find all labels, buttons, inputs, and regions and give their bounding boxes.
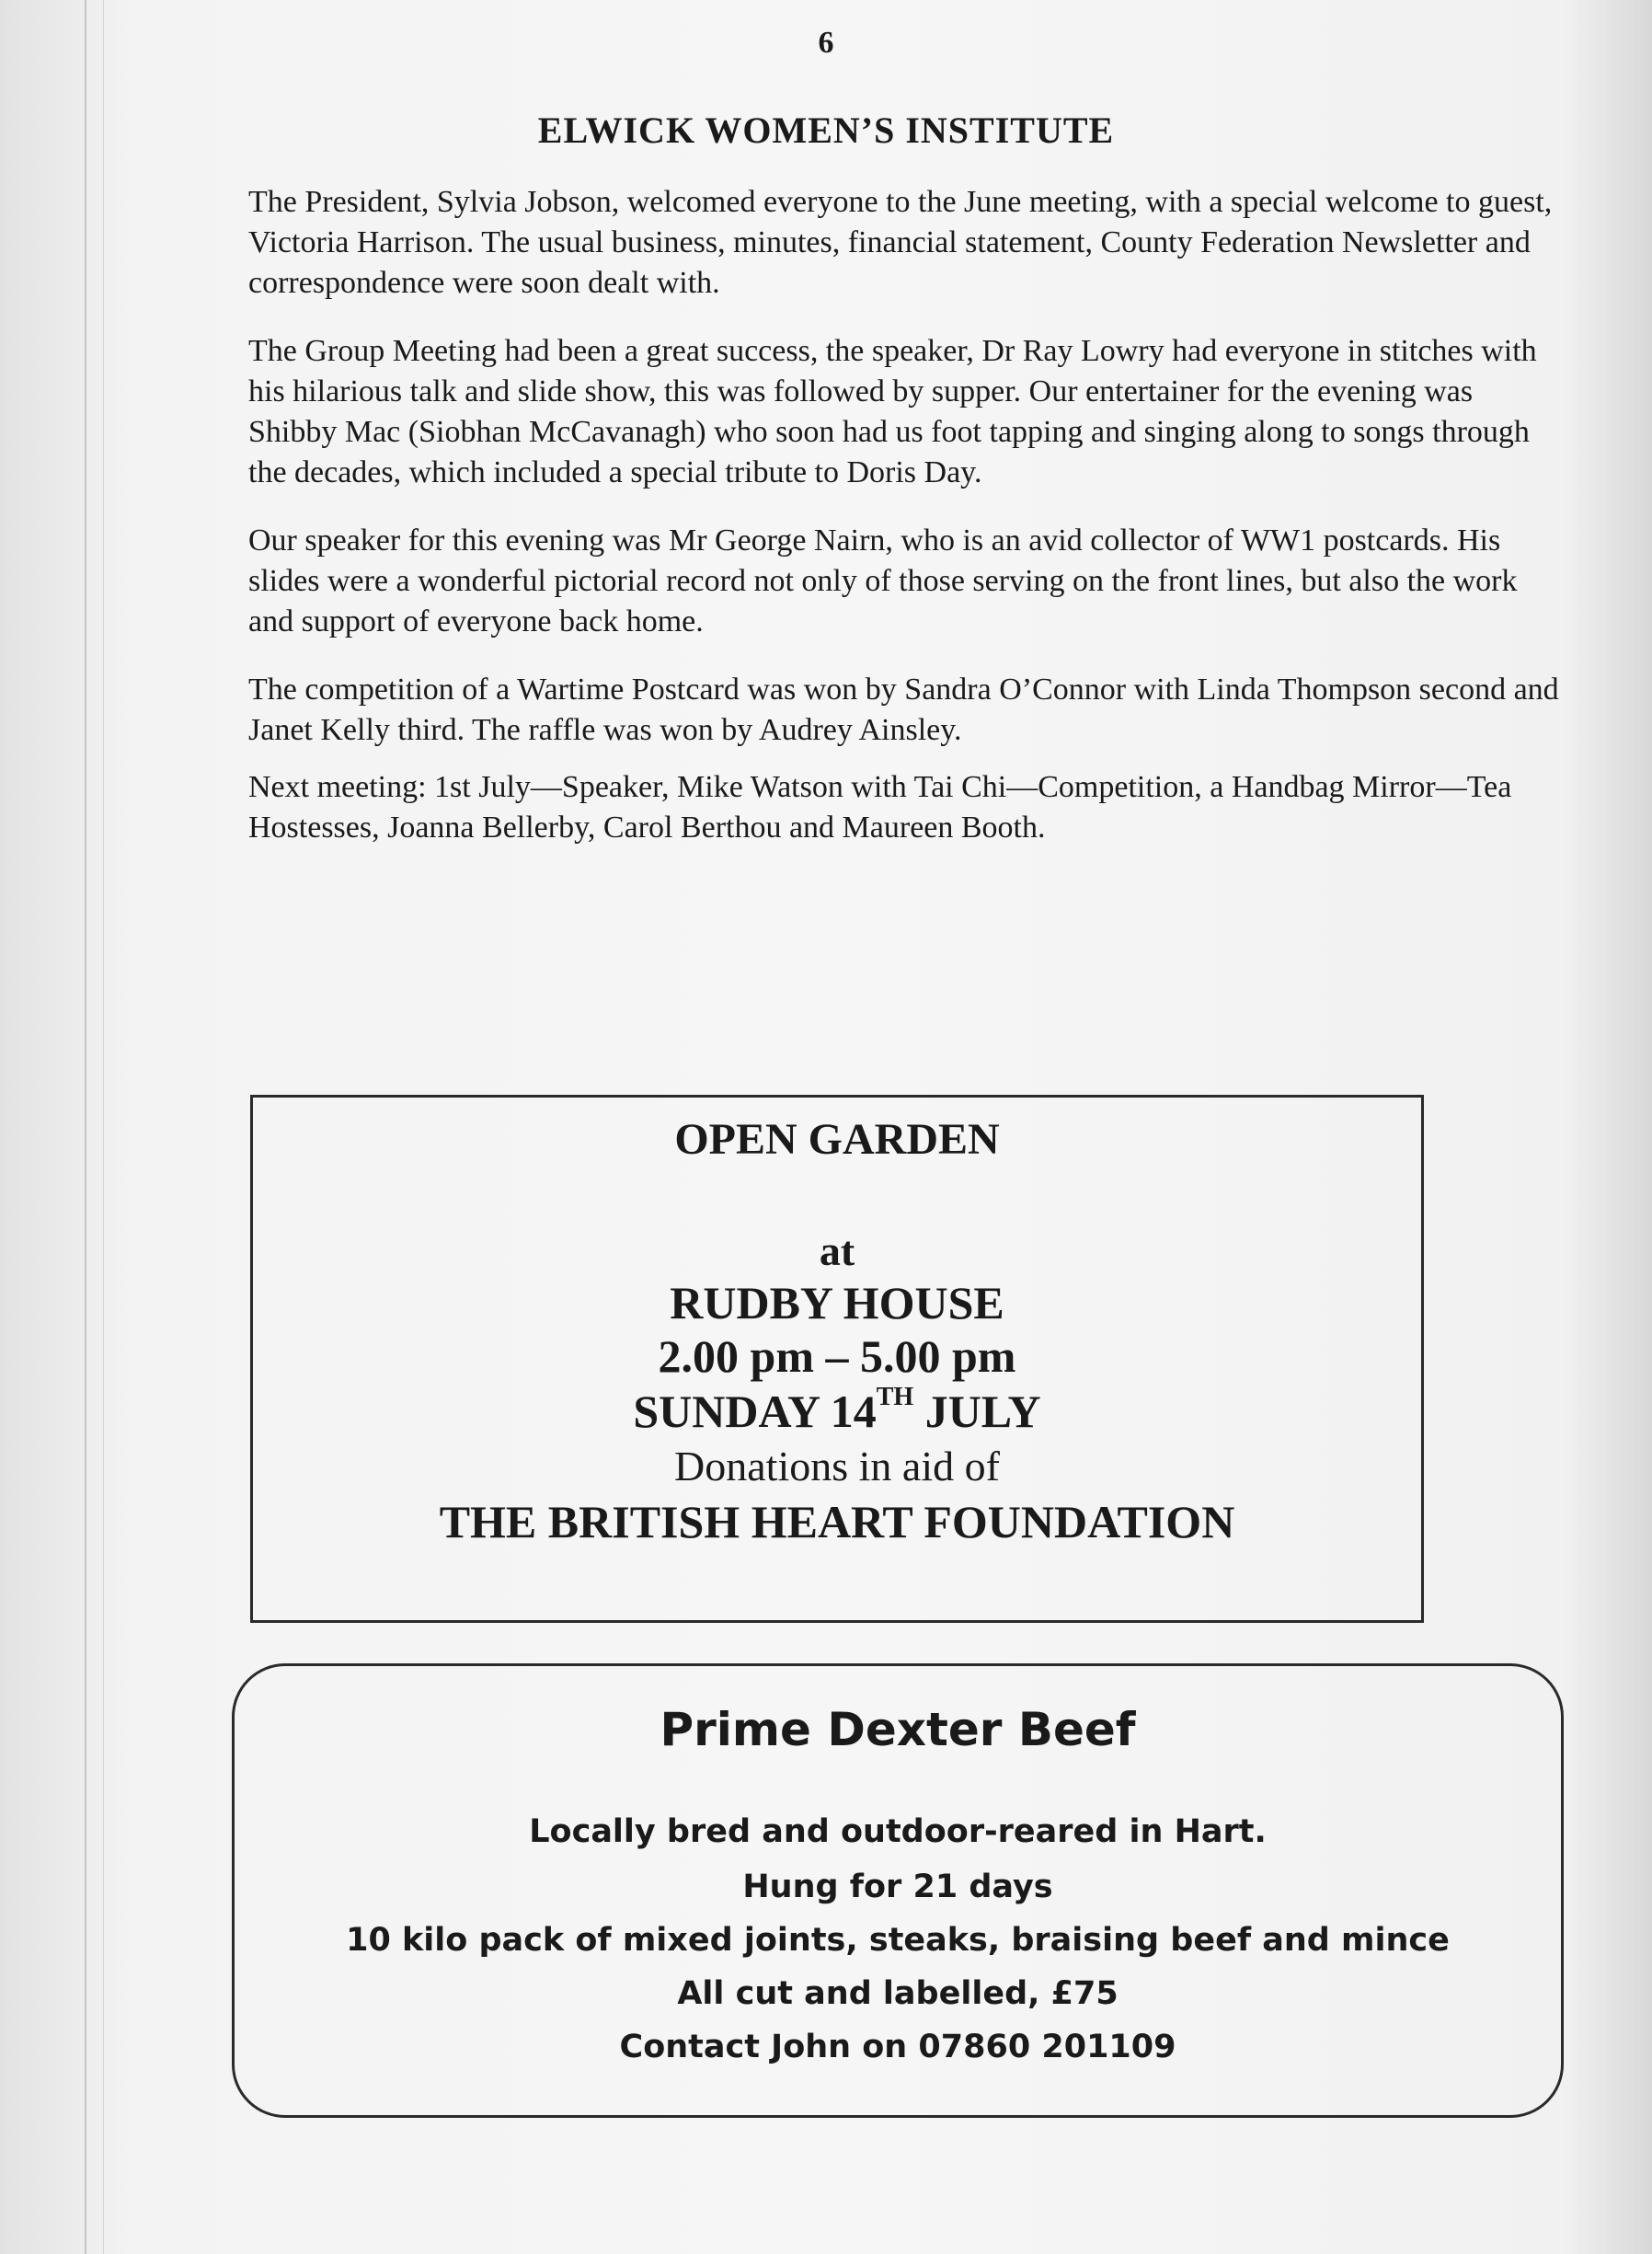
article-title: ELWICK WOMEN’S INSTITUTE [537,109,1115,151]
open-garden-notice [250,1095,1424,1623]
open-garden-date-month: JULY [913,1386,1041,1437]
beef-advert-line: 10 kilo pack of mixed joints, steaks, braising beef and mince [346,1922,1450,1959]
beef-advert [232,1663,1564,2118]
open-garden-at: at [819,1227,855,1274]
article-paragraph: Next meeting: 1st July—Speaker, Mike Watson with Tai Chi—Competition, a Handbag Mirror—Tea Hostesses, Joanna Bellerby, Carol Berthou and Maureen Booth. [248,770,1512,845]
open-garden-charity: THE BRITISH HEART FOUNDATION [439,1496,1235,1547]
article-paragraph: The President, Sylvia Jobson, welcomed everyone to the June meeting, with a special welcome to guest, Victoria Harrison. The usual business, minutes, financial statement, County Federation Newsletter and correspondence were soon dealt with. [248,185,1553,300]
beef-advert-line: Hung for 21 days [742,1869,1053,1905]
open-garden-date-day: SUNDAY 14 [633,1386,877,1437]
open-garden-time: 2.00 pm – 5.00 pm [658,1330,1016,1382]
article-paragraph: The Group Meeting had been a great success, the speaker, Dr Ray Lowry had everyone in stitches with his hilarious talk and slide show, this was followed by supper. Our entertainer for the evening was Shibby Mac (Siobhan McCavanagh) who soon had us foot tapping and singing along to songs through the decades, which included a special tribute to Doris Day. [248,334,1537,489]
article-paragraph: The competition of a Wartime Postcard was won by Sandra O’Connor with Linda Thompson second and Janet Kelly third. The raffle was won by Audrey Ainsley. [248,673,1559,747]
binding-margin-line [85,0,86,2254]
open-garden-date-ordinal: TH [876,1383,914,1411]
beef-advert-price: All cut and labelled, £75 [677,1975,1119,2012]
beef-advert-title: Prime Dexter Beef [660,1703,1136,1756]
binding-margin-line-inner [103,0,104,2254]
open-garden-heading: OPEN GARDEN [674,1115,1000,1164]
open-garden-donations: Donations in aid of [674,1443,1000,1489]
article-body [248,182,1564,876]
beef-advert-contact: Contact John on 07860 201109 [619,2029,1176,2065]
article-paragraph: Our speaker for this evening was Mr George Nairn, who is an avid collector of WW1 postcards. His slides were a wonderful pictorial record not only of those serving on the front lines, but also the work and support of everyone back home. [248,523,1518,638]
open-garden-date [253,1385,1421,1438]
page-number: 6 [818,26,834,60]
beef-advert-line: Locally bred and outdoor-reared in Hart. [529,1813,1267,1850]
open-garden-venue: RUDBY HOUSE [670,1277,1004,1328]
